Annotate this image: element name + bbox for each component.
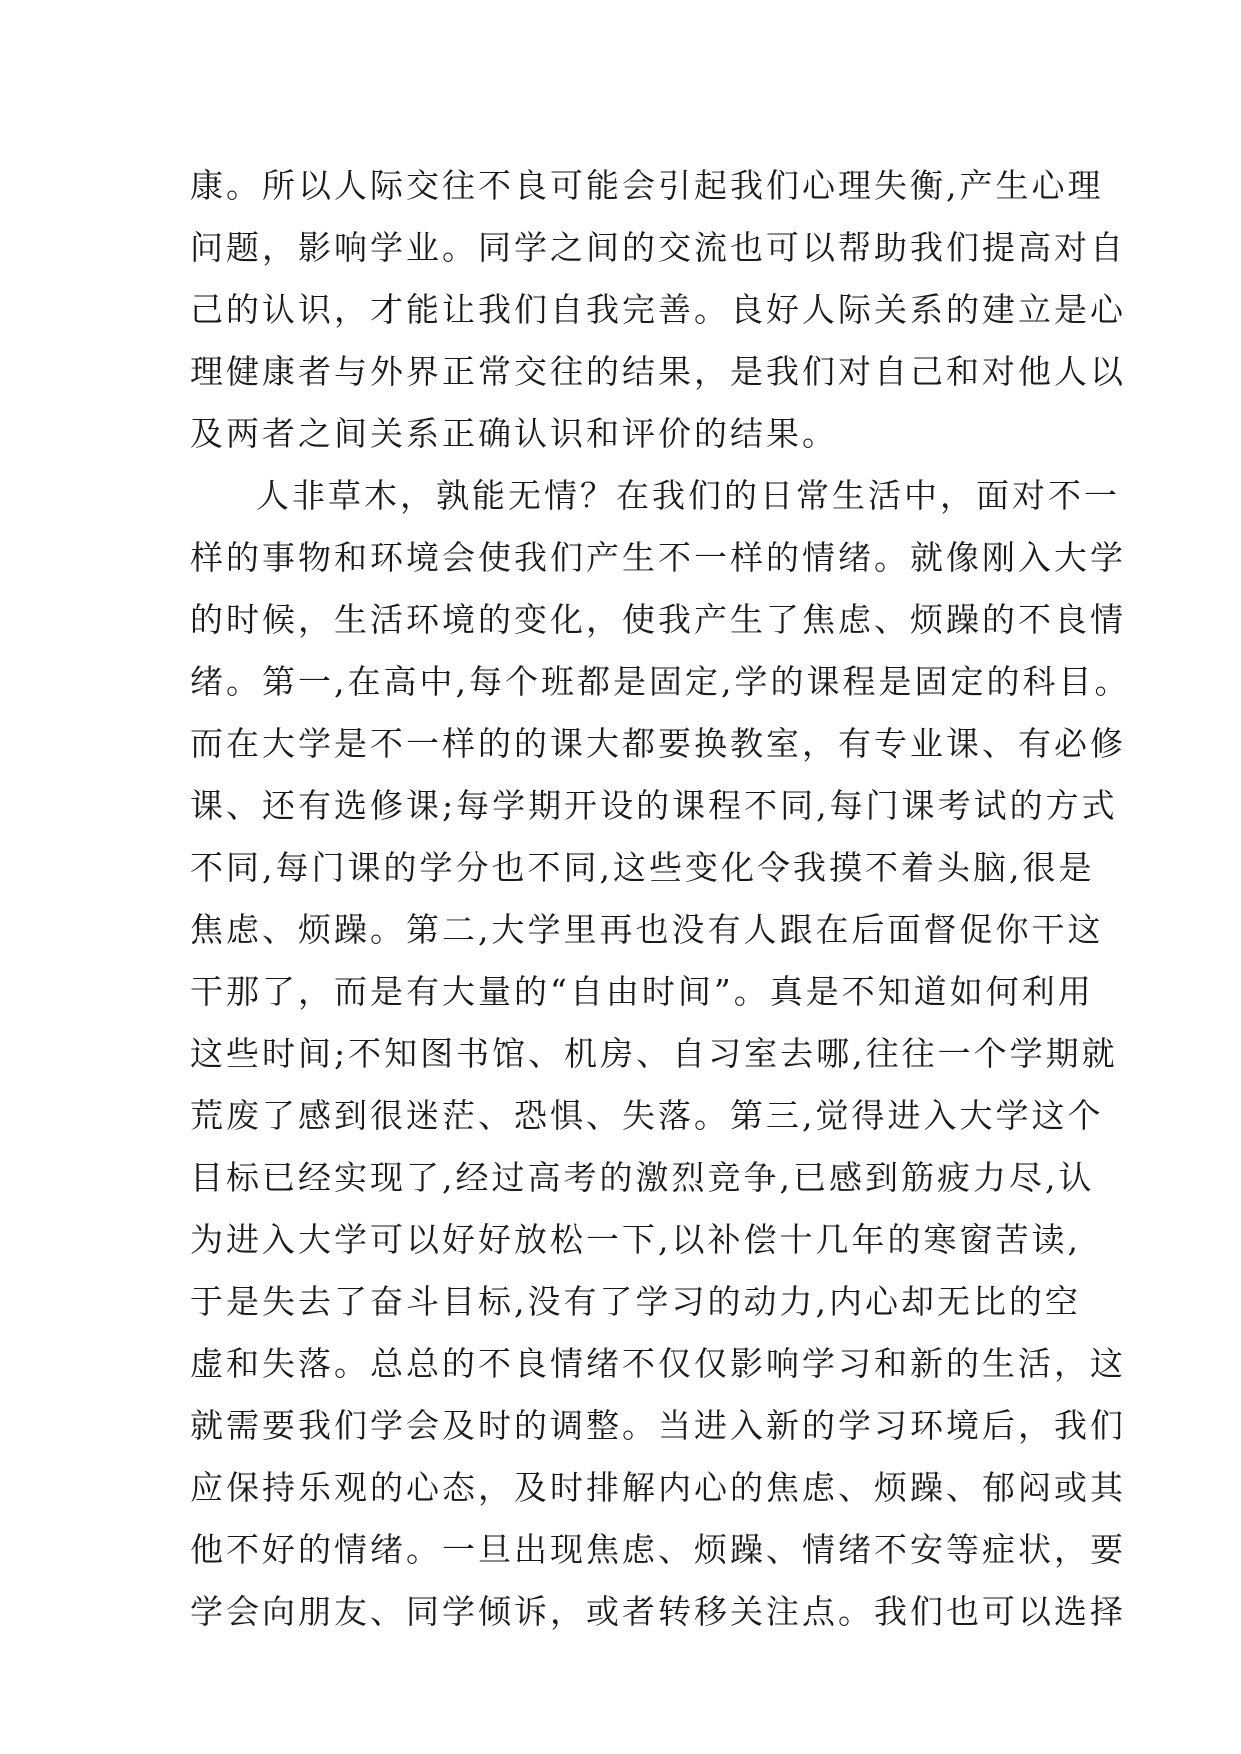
text-line: 康。所以人际交往不良可能会引起我们心理失衡,产生心理 xyxy=(190,166,1104,205)
text-line: 不同,每门课的学分也不同,这些变化令我摸不着头脑,很是 xyxy=(190,848,1095,887)
text-line: 问题，影响学业。同学之间的交流也可以帮助我们提高对自 xyxy=(190,228,1126,267)
text-line: 就需要我们学会及时的调整。当进入新的学习环境后，我们 xyxy=(190,1406,1126,1445)
body-text xyxy=(190,155,1131,1643)
paragraph-start-line: 人非草木，孰能无情？在我们的日常生活中，面对不一 xyxy=(256,476,1120,515)
text-line: 及两者之间关系正确认识和评价的结果。 xyxy=(190,414,838,453)
text-line: 荒废了感到很迷茫、恐惧、失落。第三,觉得进入大学这个 xyxy=(190,1096,1104,1135)
text-line: 焦虑、烦躁。第二,大学里再也没有人跟在后面督促你干这 xyxy=(190,910,1104,949)
text-line: 绪。第一,在高中,每个班都是固定,学的课程是固定的科目。 xyxy=(190,662,1131,701)
text-line: 理健康者与外界正常交往的结果，是我们对自己和对他人以 xyxy=(190,352,1126,391)
text-line: 目标已经实现了,经过高考的激烈竞争,已感到筋疲力尽,认 xyxy=(190,1158,1095,1197)
text-line: 样的事物和环境会使我们产生不一样的情绪。就像刚入大学 xyxy=(190,538,1126,577)
text-line: 的时候，生活环境的变化，使我产生了焦虑、烦躁的不良情 xyxy=(190,600,1126,639)
text-line: 他不好的情绪。一旦出现焦虑、烦躁、情绪不安等症状，要 xyxy=(190,1530,1126,1569)
text-line: 课、还有选修课;每学期开设的课程不同,每门课考试的方式 xyxy=(190,786,1118,825)
text-line: 于是失去了奋斗目标,没有了学习的动力,内心却无比的空 xyxy=(190,1282,1081,1321)
text-line: 学会向朋友、同学倾诉，或者转移关注点。我们也可以选择 xyxy=(190,1592,1126,1631)
text-line: 这些时间;不知图书馆、机房、自习室去哪,往往一个学期就 xyxy=(190,1034,1118,1073)
text-line: 应保持乐观的心态，及时排解内心的焦虑、烦躁、郁闷或其 xyxy=(190,1468,1126,1507)
text-line: 为进入大学可以好好放松一下,以补偿十几年的寒窗苦读, xyxy=(190,1220,1081,1259)
text-line: 己的认识，才能让我们自我完善。良好人际关系的建立是心 xyxy=(190,290,1126,329)
text-line: 干那了，而是有大量的“自由时间”。真是不知道如何利用 xyxy=(190,972,1094,1011)
text-line: 虚和失落。总总的不良情绪不仅仅影响学习和新的生活，这 xyxy=(190,1344,1126,1383)
text-line: 而在大学是不一样的的课大都要换教室，有专业课、有必修 xyxy=(190,724,1126,763)
